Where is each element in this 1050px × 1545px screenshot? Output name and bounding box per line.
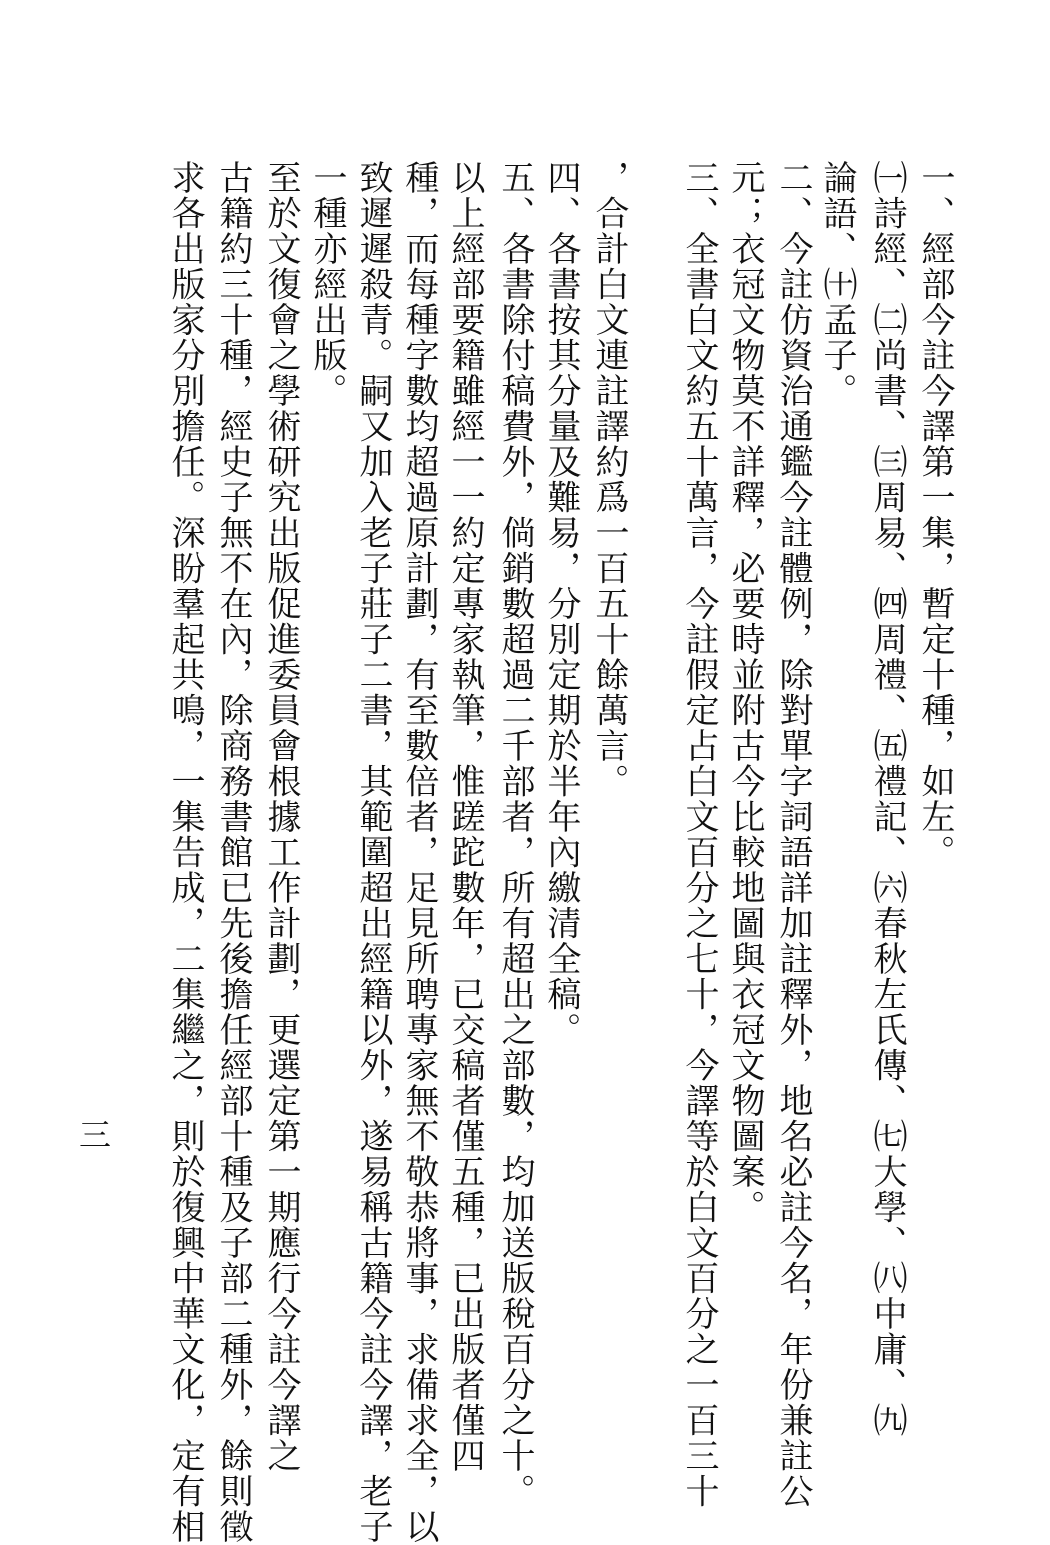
text-column-1: 一、經部今註今譯第一集，暫定十種，如左。 — [915, 160, 955, 870]
text-column-2: ㈠詩經、㈡尚書、㈢周易、㈣周禮、㈤禮記、㈥春秋左氏傳、㈦大學、㈧中庸、㈨ — [867, 160, 907, 1438]
text-column-3: 論語、㈩孟子。 — [817, 160, 857, 409]
text-column-6: 三、全書白文約五十萬言，今註假定占白文百分之七十，今譯等於白文百分之一百三十 — [679, 160, 719, 1509]
text-column-11: 種，而每種字數均超過原計劃，有至數倍者，足見所聘專家無不敬恭將事，求備求全，以 — [399, 160, 439, 1545]
text-column-4: 二、今註仿資治通鑑今註體例，除對單字詞語詳加註釋外，地名必註今名，年份兼註公 — [773, 160, 813, 1509]
text-column-5: 元；衣冠文物莫不詳釋，必要時並附古今比較地圖與衣冠文物圖案。 — [725, 160, 765, 1225]
text-column-16: 求各出版家分別擔任。深盼羣起共鳴，一集告成，二集繼之，則於復興中華文化，定有相 — [165, 160, 205, 1545]
text-column-9: 五、各書除付稿費外，倘銷數超過二千部者，所有超出之部數，均加送版稅百分之十。 — [495, 160, 535, 1509]
text-column-7: ，合計白文連註譯約爲一百五十餘萬言。 — [589, 160, 629, 799]
text-column-15: 古籍約三十種，經史子無不在內，除商務書館已先後擔任經部十種及子部二種外，餘則徵 — [213, 160, 253, 1545]
page-number: 三 — [74, 1118, 112, 1150]
text-column-12: 致遲遲殺青。嗣又加入老子莊子二書，其範圍超出經籍以外，遂易稱古籍今註今譯，老子 — [353, 160, 393, 1545]
text-column-13: 一種亦經出版。 — [307, 160, 347, 409]
text-column-8: 四、各書按其分量及難易，分別定期於半年內繳清全稿。 — [541, 160, 581, 1048]
text-column-10: 以上經部要籍雖經一一約定專家執筆，惟蹉跎數年，已交稿者僅五種，已出版者僅四 — [445, 160, 485, 1474]
text-column-14: 至於文復會之學術研究出版促進委員會根據工作計劃，更選定第一期應行今註今譯之 — [261, 160, 301, 1474]
